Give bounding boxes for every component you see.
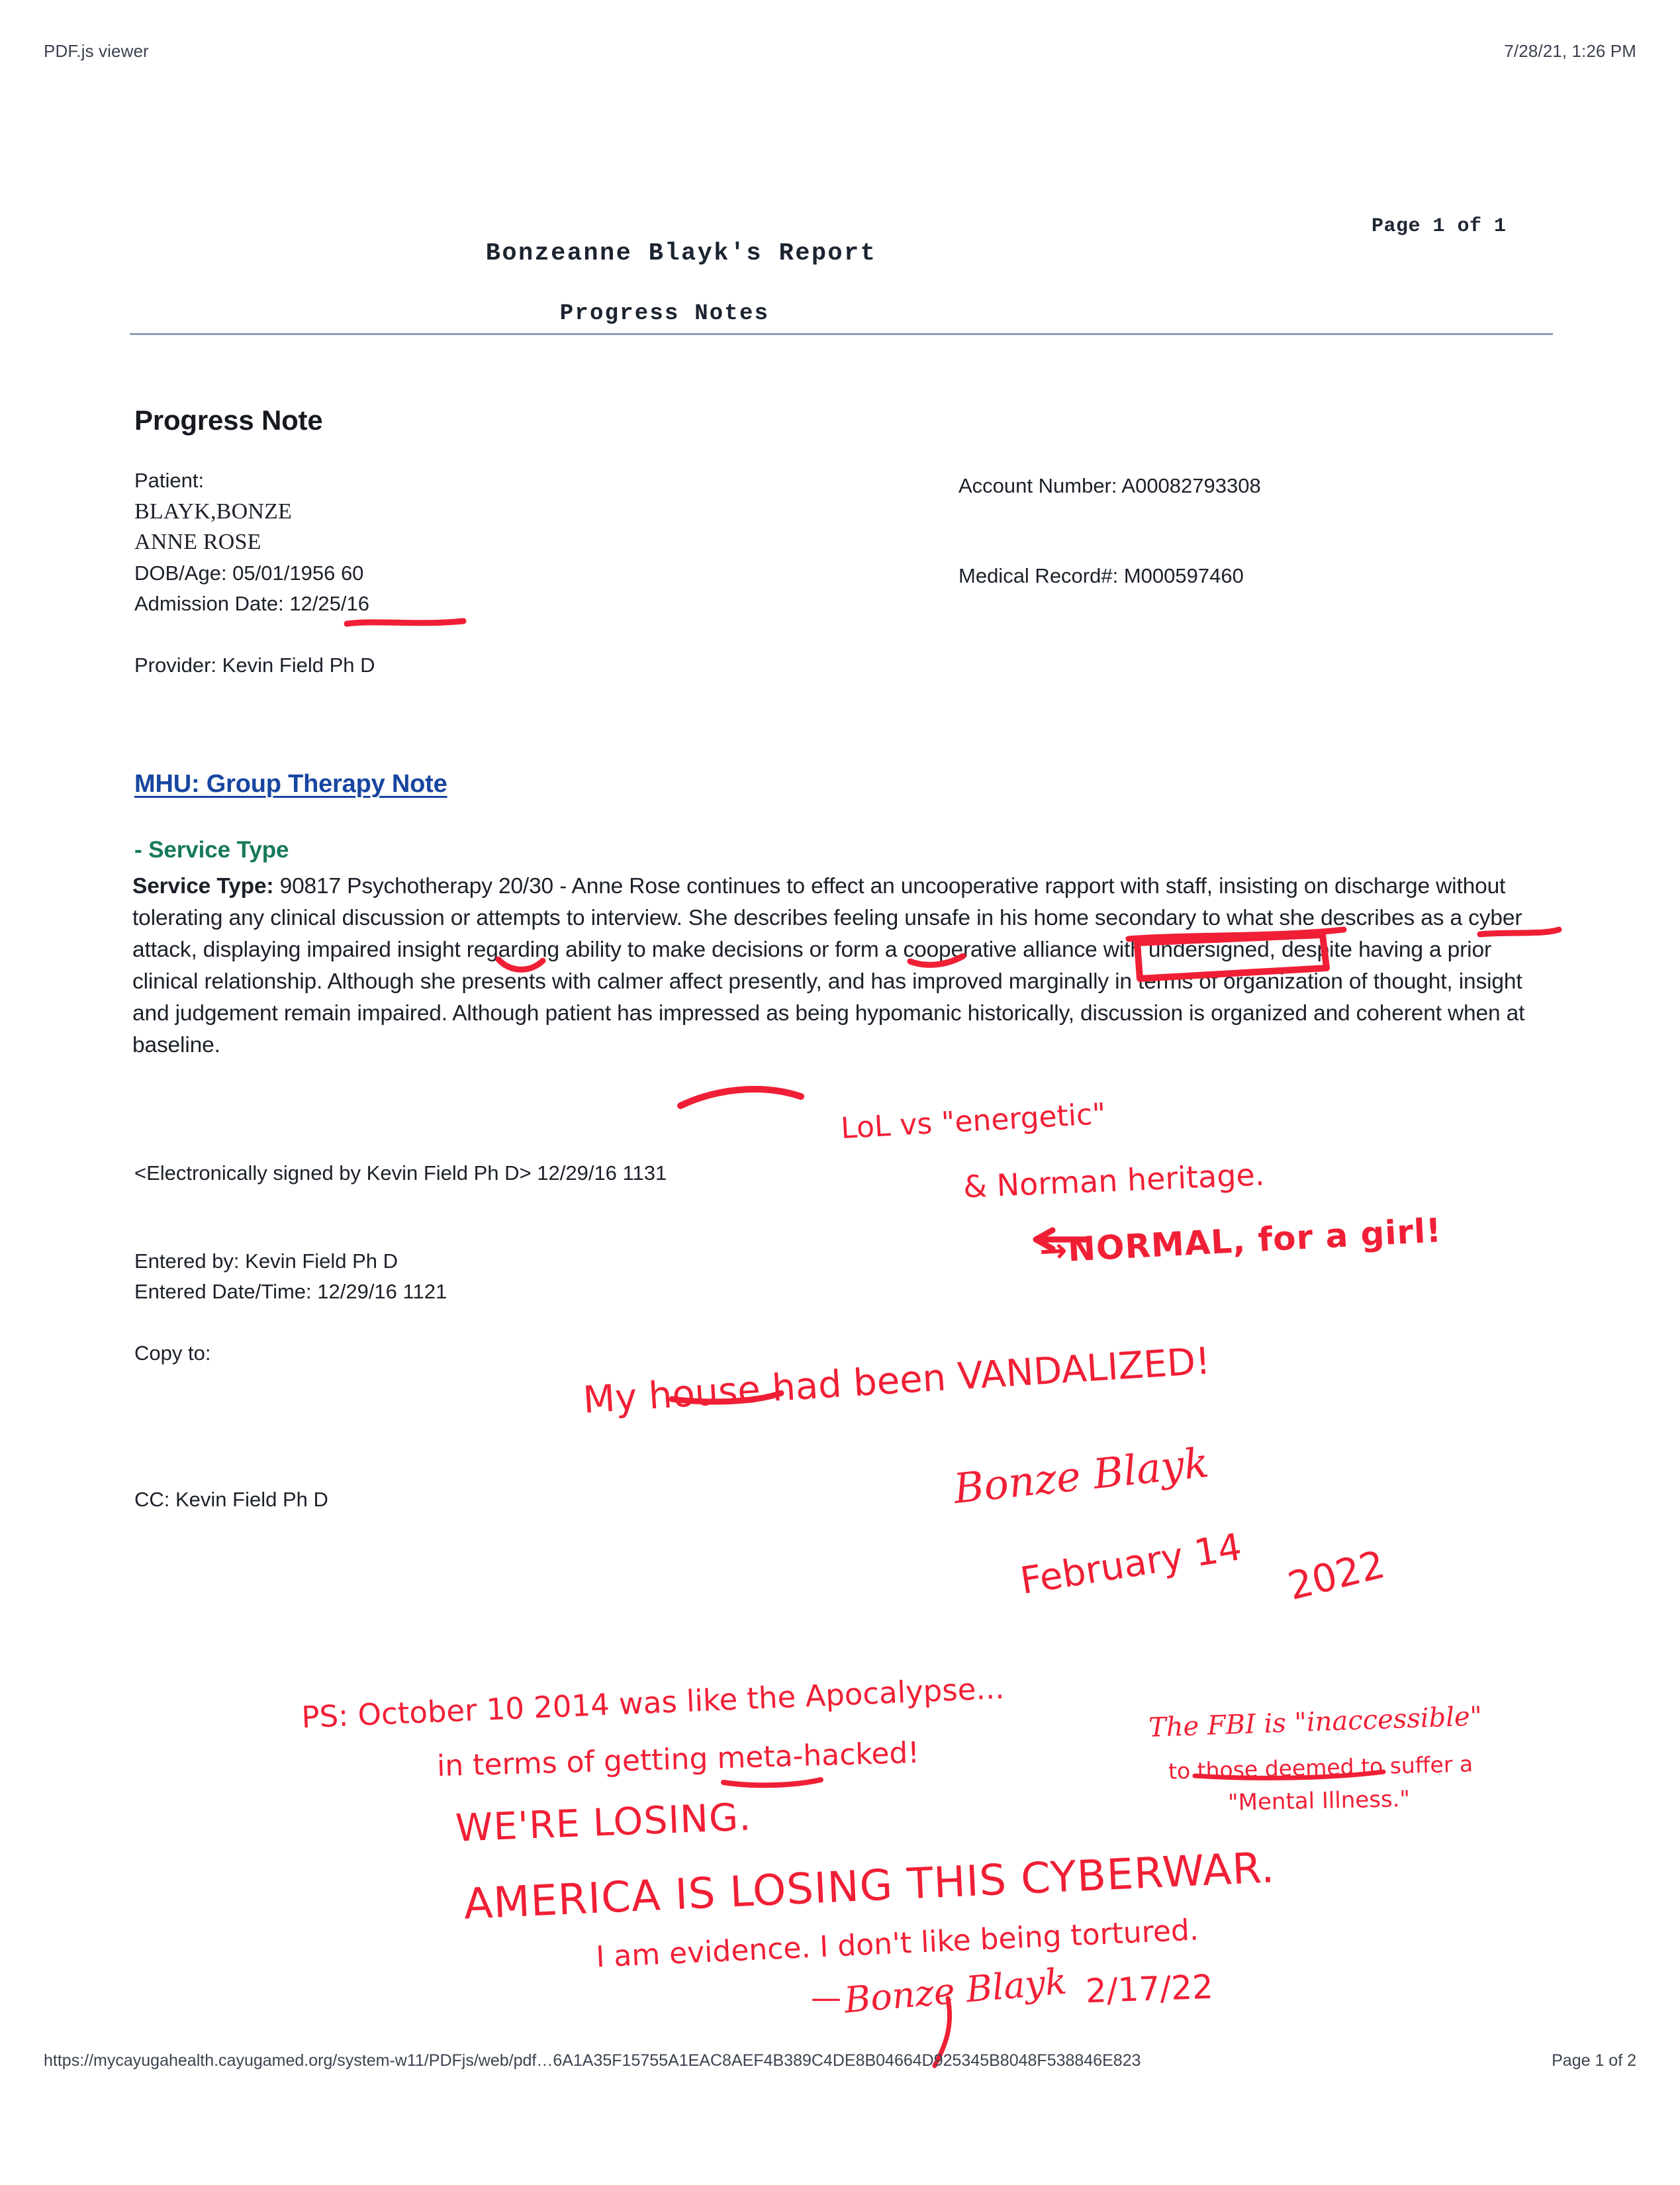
annotation-evidence: I am evidence. I don't like being tortured.	[595, 1913, 1199, 1974]
footer-url: https://mycayugahealth.cayugamed.org/system-w11/PDFjs/web/pdf…6A1A35F15755A1EAC8AEF4B389C4DE8B04664D925345B8048F538846E823	[44, 2051, 1141, 2070]
header-divider	[130, 333, 1553, 335]
electronic-signature: <Electronically signed by Kevin Field Ph D> 12/29/16 1131	[134, 1161, 667, 1185]
entered-datetime: Entered Date/Time: 12/29/16 1121	[134, 1280, 447, 1303]
report-subtitle: Progress Notes	[559, 301, 770, 326]
patient-name-line2: ANNE ROSE	[134, 530, 261, 554]
document-page-indicator: Page 1 of 1	[1372, 215, 1507, 238]
annotation-ps-line-2: in terms of getting meta-hacked!	[436, 1735, 920, 1784]
report-title: Bonzeanne Blayk's Report	[485, 240, 877, 267]
underline-those-deemed-mark	[1195, 1772, 1383, 1778]
patient-label: Patient:	[134, 469, 205, 492]
page-title: Progress Note	[134, 405, 323, 436]
medical-record-number: Medical Record#: M000597460	[958, 564, 1244, 587]
annotation-fbi-line-1: The FBI is "inaccessible"	[1148, 1701, 1483, 1743]
annotation-february-date: February 14	[1017, 1526, 1245, 1603]
annotation-ps-line-1: PS: October 10 2014 was like the Apocalypse...	[301, 1670, 1005, 1735]
annotation-fbi-line-2: to those deemed to suffer a	[1168, 1751, 1473, 1784]
annotation-date-2: 2/17/22	[1085, 1967, 1214, 2011]
underline-hypomanic-mark	[680, 1089, 801, 1106]
entered-by: Entered by: Kevin Field Ph D	[134, 1249, 398, 1273]
print-timestamp: 7/28/21, 1:26 PM	[1504, 41, 1636, 61]
underline-getting-mark	[723, 1780, 821, 1785]
service-type-label: Service Type:	[132, 874, 274, 898]
patient-name-line1: BLAYK,BONZE	[134, 499, 293, 524]
service-type-text: 90817 Psychotherapy 20/30 - Anne Rose continues to effect an uncooperative rapport with staff, insisting on discharge without tolerating any clinical discussion or attempts to interview. She describes feeling unsafe in his home secondary to what she describes as a cyber attack, displaying impaired insight regarding ability to make decisions or form a cooperative alliance with undersigned, despite having a prior clinical relationship. Although she presents with calmer affect presently, and has improved marginally in terms of organization of thought, insight and judgement remain impaired. Although patient has impressed as being hypomanic historically, discussion is organized and coherent when at baseline.	[132, 874, 1525, 1057]
underline-admission-date-mark	[347, 621, 463, 624]
annotation-norman-heritage: & Norman heritage.	[962, 1156, 1266, 1205]
patient-dob-age: DOB/Age: 05/01/1956 60	[134, 561, 364, 585]
footer-page: Page 1 of 2	[1552, 2051, 1636, 2070]
annotation-dash: —	[811, 1980, 841, 2015]
cc-line: CC: Kevin Field Ph D	[134, 1488, 328, 1511]
viewer-title: PDF.js viewer	[44, 41, 149, 61]
annotation-were-losing: WE'RE LOSING.	[454, 1795, 753, 1851]
annotation-signature-2: Bonze Blayk	[842, 1960, 1069, 2021]
service-type-heading: - Service Type	[134, 837, 289, 863]
annotation-america-losing: AMERICA IS LOSING THIS CYBERWAR.	[462, 1843, 1276, 1929]
annotation-lol-vs-energetic: LoL vs "energetic"	[839, 1096, 1107, 1146]
annotation-year: 2022	[1283, 1541, 1389, 1609]
arrow-to-normal-mark	[1036, 1230, 1086, 1249]
service-type-body	[132, 871, 1546, 1061]
mhu-group-therapy-heading: MHU: Group Therapy Note	[134, 770, 447, 798]
copy-to: Copy to:	[134, 1341, 211, 1365]
underline-house-mark	[672, 1393, 781, 1402]
annotation-fbi-line-3: "Mental Illness."	[1227, 1786, 1411, 1816]
annotation-normal-for-a-girl: →NORMAL, for a girl!	[1038, 1211, 1443, 1271]
annotation-vandalized: My house had been VANDALIZED!	[581, 1339, 1212, 1422]
patient-admission-date: Admission Date: 12/25/16	[134, 592, 369, 615]
account-number: Account Number: A00082793308	[958, 474, 1261, 497]
annotation-signature-1: Bonze Blayk	[951, 1437, 1211, 1514]
provider: Provider: Kevin Field Ph D	[134, 654, 375, 677]
